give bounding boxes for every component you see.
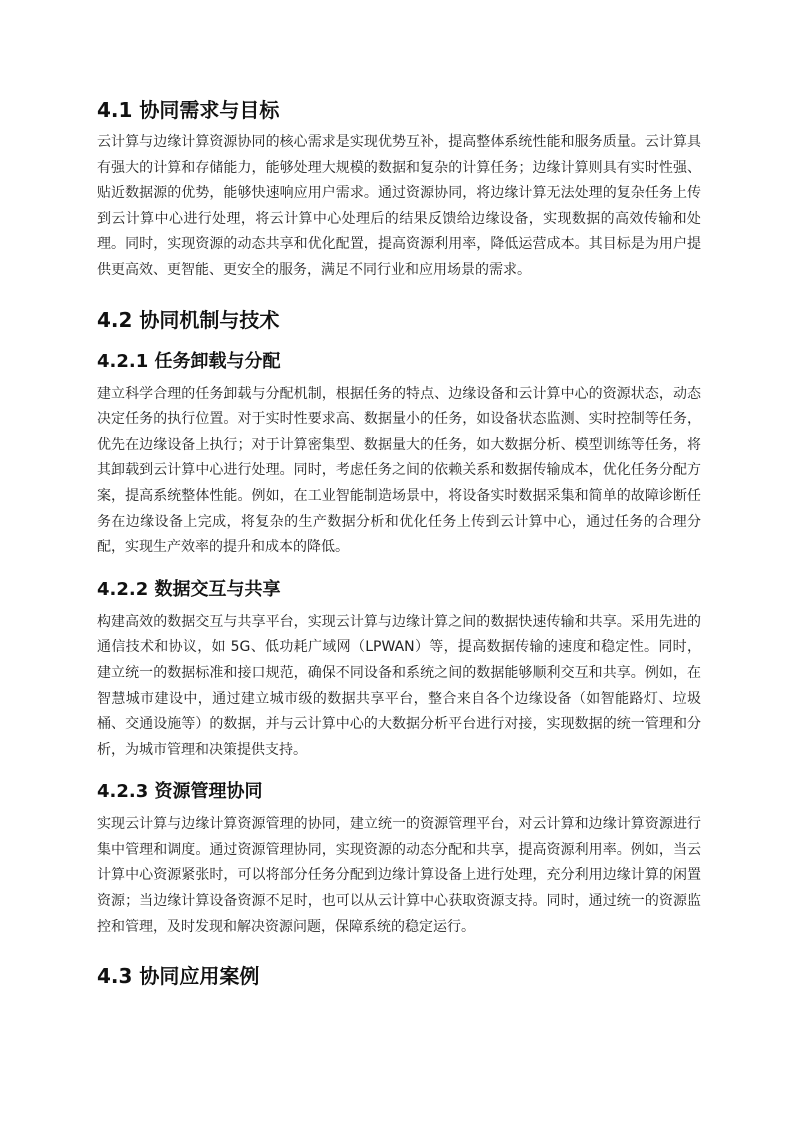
section-heading-4-2: 4.2 协同机制与技术 xyxy=(97,307,280,332)
document-page xyxy=(97,90,701,990)
subsection-paragraph-4-2-1: 建立科学合理的任务卸载与分配机制，根据任务的特点、边缘设备和云计算中心的资源状态，动态决定任务的执行位置。对于实时性要求高、数据量小的任务，如设备状态监测、实时控制等任务，优先在边缘设备上执行；对于计算密集型、数据量大的任务，如大数据分析、模型训练等任务，将其卸载到云计算中心进行处理。同时，考虑任务之间的依赖关系和数据传输成本，优化任务分配方案，提高系统整体性能。例如，在工业智能制造场景中，将设备实时数据采集和简单的故障诊断任务在边缘设备上完成，将复杂的生产数据分析和优化任务上传到云计算中心，通过任务的合理分配，实现生产效率的提升和成本的降低。 xyxy=(97,385,701,556)
section-heading-4-1: 4.1 协同需求与目标 xyxy=(97,98,280,122)
subsection-paragraph-4-2-3: 实现云计算与边缘计算资源管理的协同，建立统一的资源管理平台，对云计算和边缘计算资源进行集中管理和调度。通过资源管理协同，实现资源的动态分配和共享，提高资源利用率。例如，当云计算中心资源紧张时，可以将部分任务分配到边缘计算设备上进行处理，充分利用边缘计算的闲置资源；当边缘计算设备资源不足时，也可以从云计算中心获取资源支持。同时，通过统一的资源监控和管理，及时发现和解决资源问题，保障系统的稳定运行。 xyxy=(97,816,701,935)
section-paragraph-4-1: 云计算与边缘计算资源协同的核心需求是实现优势互补，提高整体系统性能和服务质量。云计算具有强大的计算和存储能力，能够处理大规模的数据和复杂的计算任务；边缘计算则具有实时性强、贴近数据源的优势，能够快速响应用户需求。通过资源协同，将边缘计算无法处理的复杂任务上传到云计算中心进行处理，将云计算中心处理后的结果反馈给边缘设备，实现数据的高效传输和处理。同时，实现资源的动态共享和优化配置，提高资源利用率，降低运营成本。其目标是为用户提供更高效、更智能、更安全的服务，满足不同行业和应用场景的需求。 xyxy=(97,134,701,278)
subsection-heading-4-2-1: 4.2.1 任务卸载与分配 xyxy=(97,350,281,372)
subsection-paragraph-4-2-2: 构建高效的数据交互与共享平台，实现云计算与边缘计算之间的数据快速传输和共享。采用先进的通信技术和协议，如 5G、低功耗广域网（LPWAN）等，提高数据传输的速度和稳定性。同时，建立统一的数据标准和接口规范，确保不同设备和系统之间的数据能够顺利交互和共享。例如，在智慧城市建设中，通过建立城市级的数据共享平台，整合来自各个边缘设备（如智能路灯、垃圾桶、交通设施等）的数据，并与云计算中心的大数据分析平台进行对接，实现数据的统一管理和分析，为城市管理和决策提供支持。 xyxy=(97,613,701,758)
subsection-heading-4-2-3: 4.2.3 资源管理协同 xyxy=(97,781,263,803)
section-heading-4-3: 4.3 协同应用案例 xyxy=(97,964,260,989)
subsection-heading-4-2-2: 4.2.2 数据交互与共享 xyxy=(97,578,281,600)
